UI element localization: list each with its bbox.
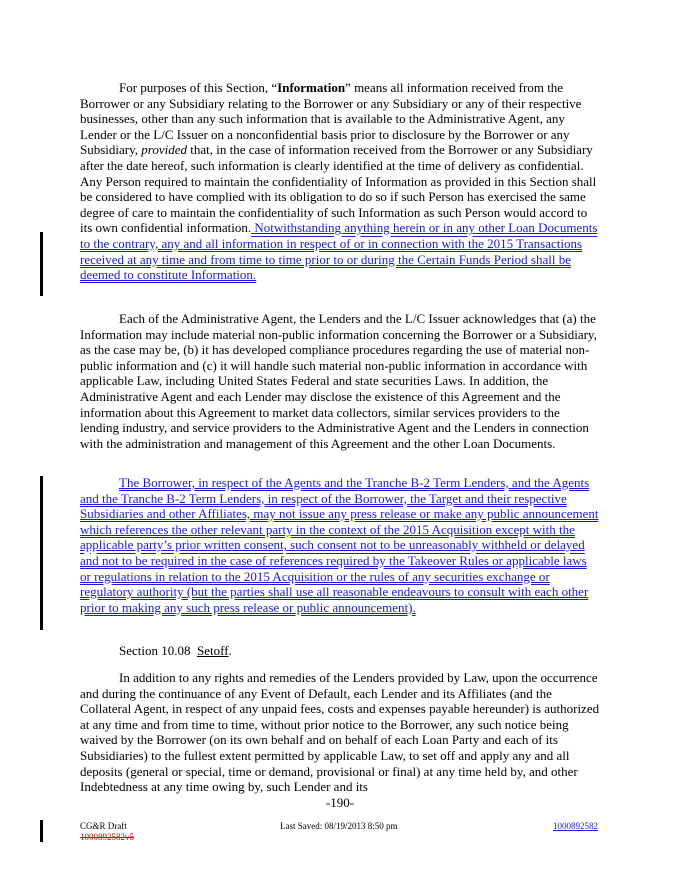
last-saved: Last Saved: 08/19/2013 8:50 pm <box>280 821 398 831</box>
footer-center <box>280 821 398 832</box>
deleted-doc-id: 1000892582v5 <box>80 832 134 842</box>
change-bar <box>40 232 43 296</box>
section-period: . <box>228 643 232 658</box>
text: For purposes of this Section, “ <box>119 80 278 95</box>
section-heading <box>119 643 232 659</box>
text: that, in the case of information received from the Borrower or any Subsidiary after the date hereof, such information is clearly identified at the time of delivery as confidential. Any Person required to maintain the confidentiality of Information as provided in this Section shall be considered to have complied with its obligation to do so if such Person has exercised the same degree of care to maintain the confidentiality of such Information as such Person would accord to its own confidential information. <box>80 142 597 236</box>
doc-id-link[interactable]: 1000892582 <box>553 821 598 831</box>
change-bar <box>40 476 43 630</box>
section-title: Setoff <box>197 643 229 658</box>
text: ” means all information received from the Borrower or any Subsidiary relating to the Borrower or any Subsidiary or any of their respective businesses, other than any such information that is available to the Administrative Agent, any Lender or the L/C Issuer on a nonconfidential basis prior to disclosure by the Borrower or any Subsidiary, <box>80 80 582 158</box>
draft-label: CG&R Draft <box>80 821 127 831</box>
footer-right <box>553 821 598 832</box>
paragraph-information-definition <box>80 80 600 283</box>
inserted-text: Notwithstanding anything herein or in any other Loan Documents to the contrary, any and all information in respect of or in connection with the 2015 Transactions received at any time and from time to time prior to or during the Certain Funds Period shall be deemed to constitute Information. <box>80 220 598 283</box>
italic-term: provided <box>141 142 188 158</box>
text: Each of the Administrative Agent, the Lenders and the L/C Issuer acknowledges that (a) the Information may include material non-public information concerning the Borrower or a Subsidiary, as the case may be, (b) it has developed compliance procedures regarding the use of material non-public information and (c) it will handle such material non-public information in accordance with applicable Law, including United States Federal and state securities Laws. In addition, the Administrative Agent and each Lender may disclose the existence of this Agreement and the information about this Agreement to market data collectors, similar services providers to the lending industry, and service providers to the Administrative Agent and the Lenders in connection with the administration and management of this Agreement and the other Loan Documents. <box>80 311 597 451</box>
change-bar <box>40 820 43 842</box>
section-number: Section 10.08 <box>119 643 191 658</box>
paragraph-acknowledgement <box>80 311 600 451</box>
defined-term: Information <box>277 80 346 95</box>
footer-left <box>80 821 134 843</box>
paragraph-press-release <box>80 475 600 615</box>
page-number: -190- <box>325 795 355 810</box>
inserted-text: The Borrower, in respect of the Agents and the Tranche B-2 Term Lenders, and the Agents and the Tranche B-2 Term Lenders, in respect of the Borrower, the Target and their respective Subsidiaries and other Affiliates, may not issue any press release or make any public announcement which references the other relevant party in the context of the 2015 Acquisition except with the applicable party’s prior written consent, such consent not to be unreasonably withheld or delayed and not to be required in the case of references required by the Takeover Rules or applicable laws or regulations in relation to the 2015 Acquisition or the rules of any securities exchange or regulatory authority (but the parties shall use all reasonable endeavours to consult with each other prior to making any such press release or public announcement). <box>80 475 599 615</box>
text: In addition to any rights and remedies of the Lenders provided by Law, upon the occurrence and during the continuance of any Event of Default, each Lender and its Affiliates (and the Collateral Agent, in respect of any unpaid fees, costs and expenses payable hereunder) is authorized at any time and from time to time, without prior notice to the Borrower, any such notice being waived by the Borrower (on its own behalf and on behalf of each Loan Party and each of its Subsidiaries) to the fullest extent permitted by applicable Law, to set off and apply any and all deposits (general or special, time or demand, provisional or final) at any time held by, and other Indebtedness at any time owing by, such Lender and its <box>80 670 600 795</box>
paragraph-setoff <box>80 670 600 795</box>
